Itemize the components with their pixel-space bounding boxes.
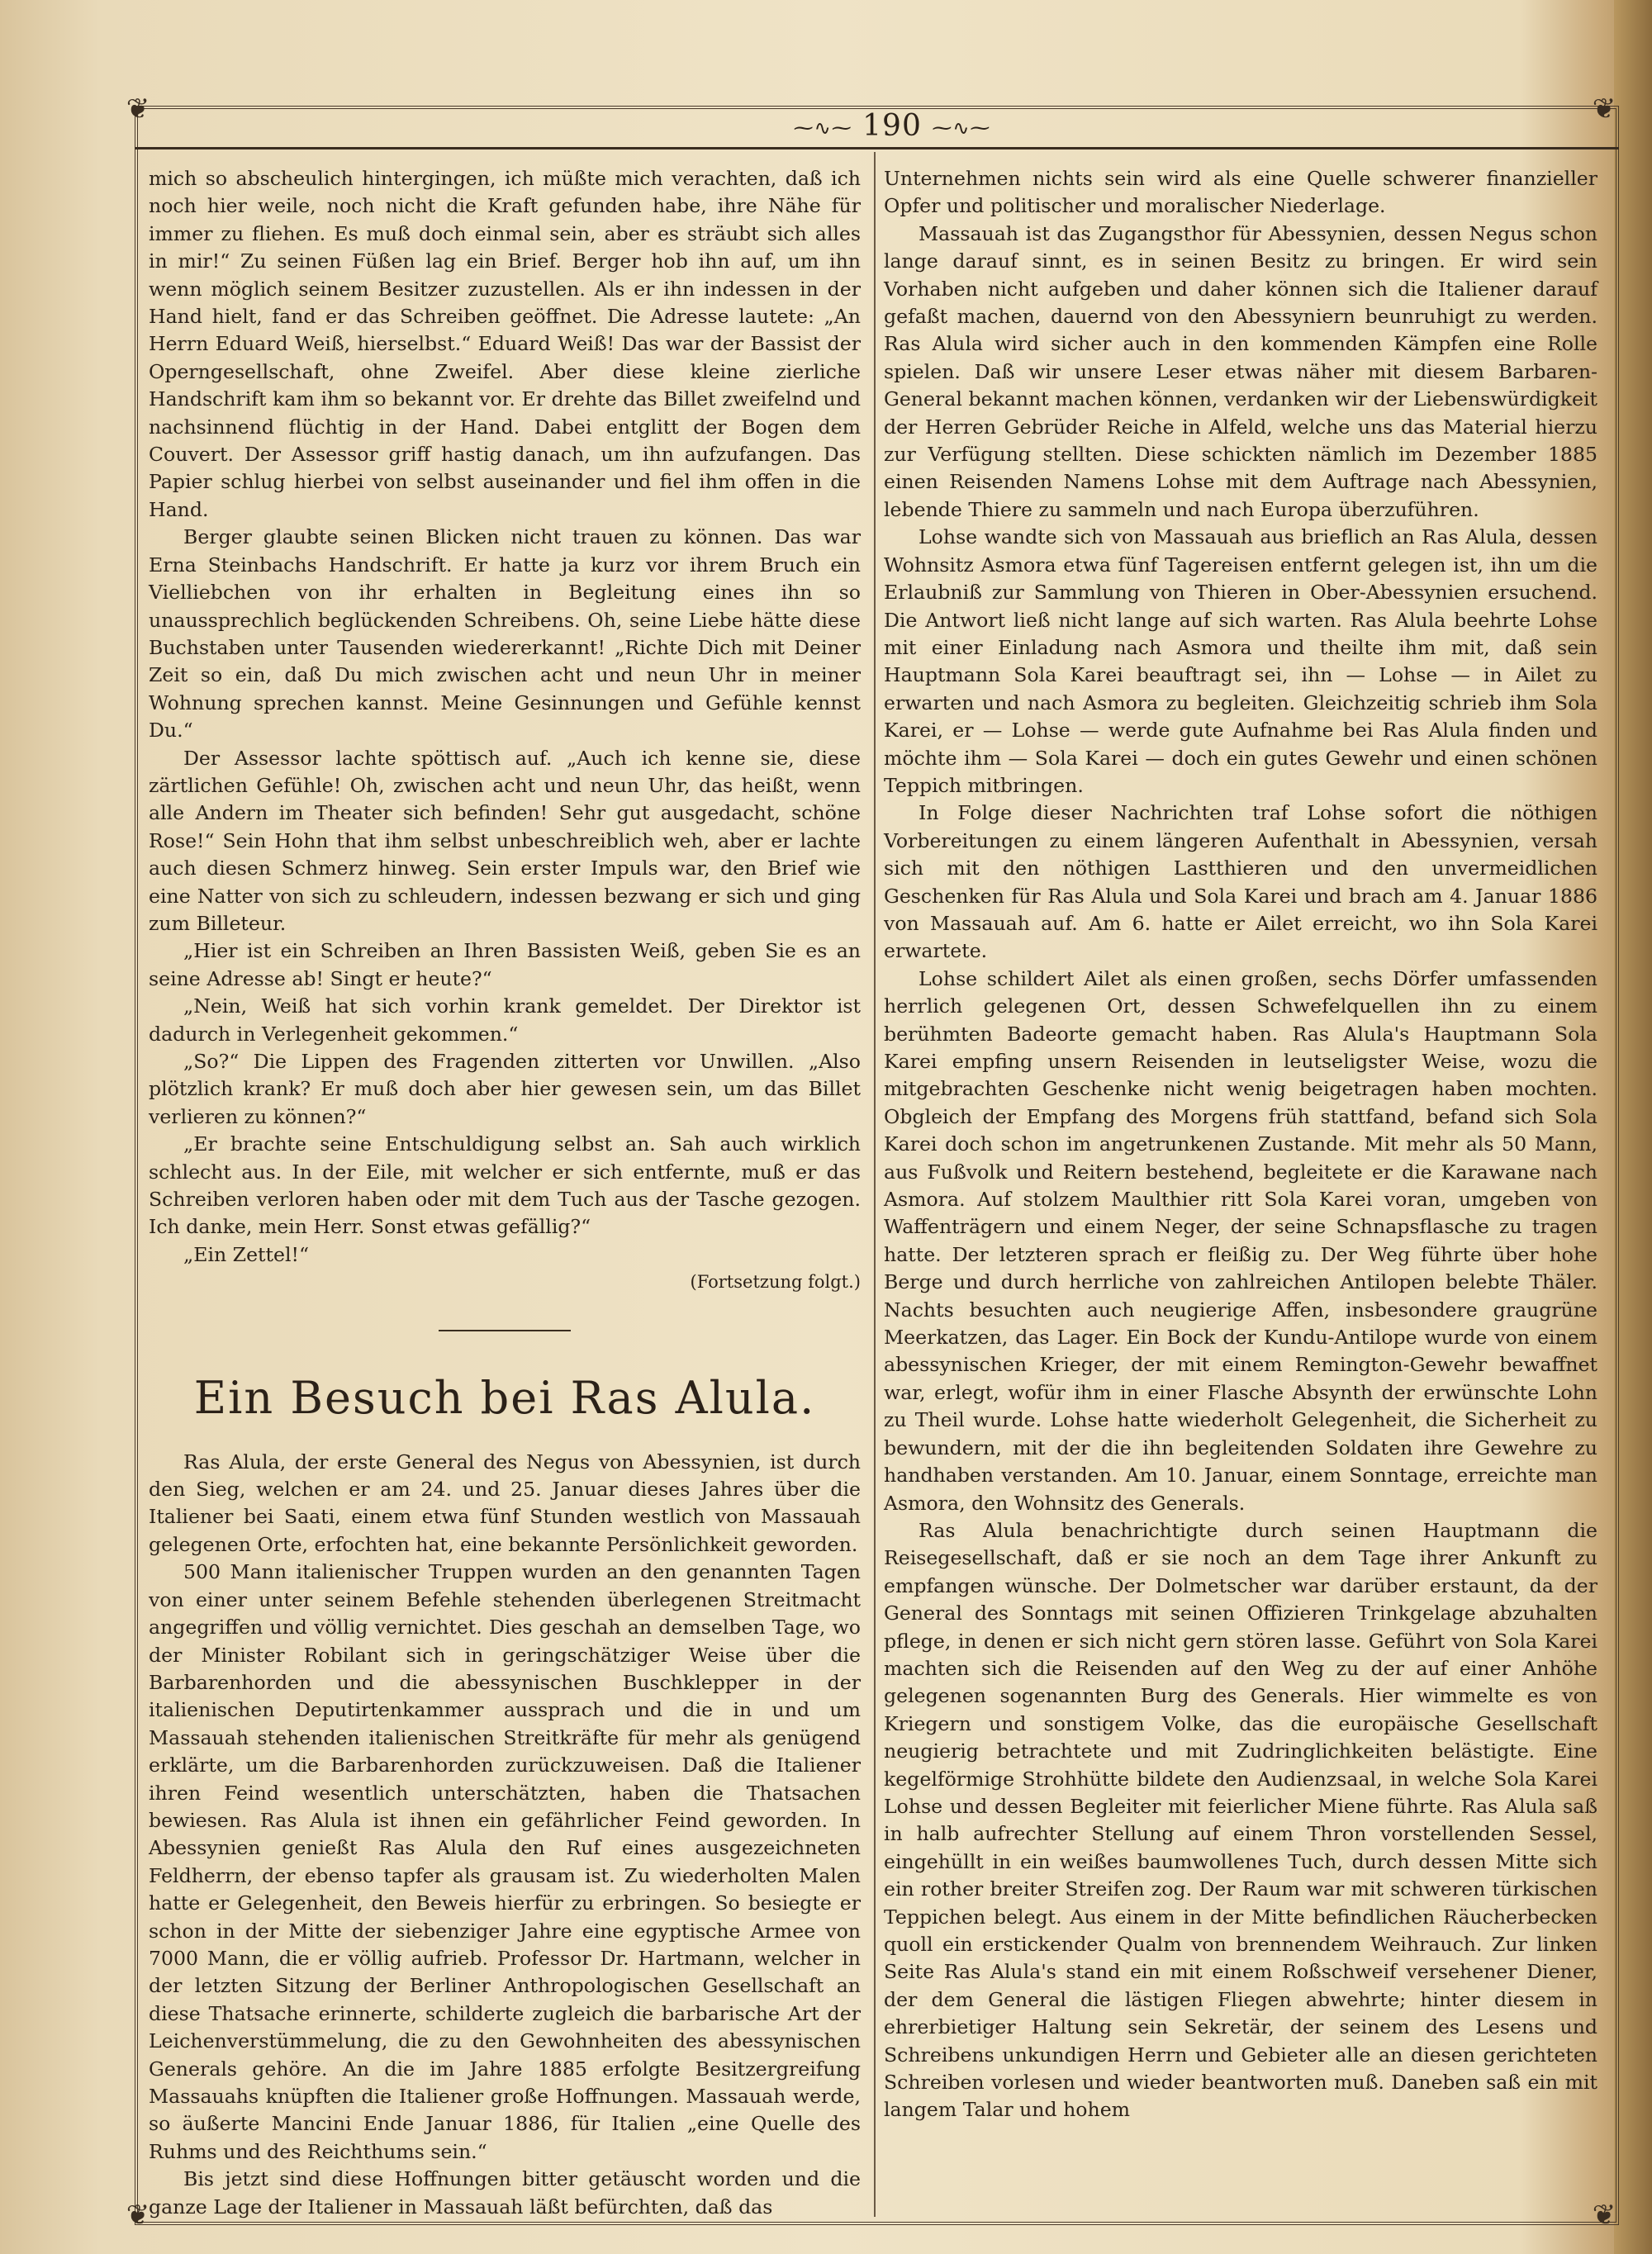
corner-ornament-icon: ❦ — [1592, 2199, 1616, 2232]
paragraph: „Er brachte seine Entschuldigung selbst an. Sah auch wirklich schlecht aus. In der Eile, mit welcher er sich entfernte, muß er das Schreiben verloren haben oder mit dem Tuch aus der Tasche gezogen. Ich danke, mein Herr. Sonst etwas gefällig?“ — [149, 1132, 861, 1239]
paragraph: Unternehmen nichts sein wird als eine Quelle schwerer finanzieller Opfer und politischer und moralischer Niederlage. — [884, 167, 1597, 218]
paragraph: Ras Alula benachrichtigte durch seinen Hauptmann die Reisegesellschaft, daß er sie noch an dem Tage ihrer Ankunft zu empfangen wünsche. Der Dolmetscher war darüber erstaunt, da der General des Sonntags mit seinen Offizieren Trinkgelage abzuhalten pflege, in denen er sich nicht gern stören lasse. Geführt von Sola Karei machten sich die Reisenden auf den Weg zu der auf einer Anhöhe gelegenen sogenannten Burg des Generals. Hier wimmelte es von Kriegern und sonstigem Volke, das die europäische Gesellschaft neugierig betrachtete und mit Zudringlichkeiten belästigte. Eine kegelförmige Strohhütte bildete den Audienzsaal, in welche Sola Karei Lohse und dessen Begleiter mit feierlicher Miene führte. Ras Alula saß in halb aufrechter Stellung auf einem Thron vorstellenden Sessel, eingehüllt in ein weißes baumwollenes Tuch, durch dessen Mitte sich ein rother breiter Streifen zog. Der Raum war mit schweren türkischen Teppichen belegt. Aus einem in der Mitte befindlichen Räucherbecken quoll ein erstickender Qualm von brennendem Weihrauch. Zur linken Seite Ras Alula's stand ein mit einem Roßschweif versehener Diener, der dem General die lästigen Fliegen abwehrte; hinter diesem in ehrerbietiger Haltung sein Sekretär, der seinem des Lesens und Schreibens unkundigen Herrn und Gebieter alle an diesen gerichteten Schreiben vorlesen und wieder beantworten muß. Daneben saß ein mit langem Talar und hohem — [884, 1518, 1597, 2122]
paragraph: Ras Alula, der erste General des Negus von Abessynien, ist durch den Sieg, welchen er am 24. und 25. Januar dieses Jahres über die Italiener bei Saati, einem etwa fünf Stunden westlich von Massauah gelegenen Orte, erfochten hat, eine bekannte Persönlichkeit geworden. — [149, 1450, 861, 1556]
corner-ornament-icon: ❦ — [126, 2199, 150, 2232]
continuation-note: (Fortsetzung folgt.) — [690, 1272, 861, 1293]
paragraph: Massauah ist das Zugangsthor für Abessynien, dessen Negus schon lange darauf sinnt, es in seinen Besitz zu bringen. Er wird sein Vorhaben nicht aufgeben und daher können sich die Italiener darauf gefaßt machen, dauernd von den Abessyniern beunruhigt zu werden. Ras Alula wird sicher auch in den kommenden Kämpfen eine Rolle spielen. Daß wir unsere Leser etwas näher mit diesem Barbaren-General bekannt machen können, verdanken wir der Liebenswürdigkeit der Herren Gebrüder Reiche in Alfeld, welche uns das Material hierzu zur Verfügung stellten. Diese schickten nämlich im Dezember 1885 einen Reisenden Namens Lohse mit dem Auftrage nach Abessynien, lebende Thiere zu sammeln und nach Europa überzuführen. — [884, 221, 1597, 521]
paragraph: Berger glaubte seinen Blicken nicht trauen zu können. Das war Erna Steinbachs Handschrift. Er hatte ja kurz vor ihrem Bruch ein Vielliebchen von ihr erhalten in Begleitung eines ihn so unaussprechlich beglückenden Schreibens. Oh, seine Liebe hätte diese Buchstaben unter Tausenden wiedererkannt! „Richte Dich mit Deiner Zeit so ein, daß Du mich zwischen acht und neun Uhr in meiner Wohnung sprechen kannst. Meine Gesinnungen und Gefühle kennst Du.“ — [149, 525, 861, 743]
paragraph: „So?“ Die Lippen des Fragenden zitterten vor Unwillen. „Also plötzlich krank? Er muß doch aber hier gewesen sein, um das Billet verlieren zu können?“ — [149, 1050, 861, 1128]
paragraph: Der Assessor lachte spöttisch auf. „Auch ich kenne sie, diese zärtlichen Gefühle! Oh, zwischen acht und neun Uhr, das heißt, wenn alle Andern im Theater sich befinden! Sehr gut ausgedacht, schöne Rose!“ Sein Hohn that ihm selbst unbeschreiblich weh, aber er lachte auch diesen Schmerz hinweg. Sein erster Impuls war, den Brief wie eine Natter von sich zu schleudern, indessen bezwang er sich und ging zum Billeteur. — [149, 746, 861, 935]
article-title: Ein Besuch bei Ras Alula. — [193, 1371, 816, 1424]
corner-ornament-icon: ❦ — [126, 93, 150, 126]
page-number-header — [727, 107, 1057, 145]
paragraph: Lohse schildert Ailet als einen großen, sechs Dörfer umfassenden herrlich gelegenen Ort, dessen Schwefelquellen ihn zu einem berühmten Badeorte gemacht haben. Ras Alula's Hauptmann Sola Karei empfing unsern Reisenden in leutseligster Weise, wozu die mitgebrachten Geschenke nicht wenig beigetragen haben mochten. Obgleich der Empfang des Morgens früh stattfand, befand sich Sola Karei doch schon im angetrunkenen Zustande. Mit mehr als 50 Mann, aus Fußvolk und Reitern bestehend, begleitete er die Karawane nach Asmora. Auf stolzem Maulthier ritt Sola Karei voran, umgeben von Waffenträgern und einem Neger, der seine Schnapsflasche zu tragen hatte. Der letzteren sprach er fleißig zu. Der Weg führte über hohe Berge und durch herrliche von zahlreichen Antilopen belebte Thäler. Nachts besuchten auch neugierige Affen, insbesondere graugrüne Meerkatzen, das Lager. Ein Bock der Kundu-Antilope wurde von einem abessynischen Krieger, der mit einem Remington-Gewehr bewaffnet war, erlegt, wofür ihm in einer Flasche Absynth der erwünschte Lohn zu Theil wurde. Lohse hatte wiederholt Gelegenheit, die Sicherheit zu bewundern, mit der die ihn begleitenden Soldaten ihre Gewehre zu handhaben verstanden. Am 10. Januar, einem Sonntage, erreichte man Asmora, den Wohnsitz des Generals. — [884, 966, 1597, 1515]
paragraph: In Folge dieser Nachrichten traf Lohse sofort die nöthigen Vorbereitungen zu einem längeren Aufenthalt in Abessynien, versah sich mit den nöthigen Lastthieren und den unvermeidlichen Geschenken für Ras Alula und Sola Karei und brach am 4. Januar 1886 von Massauah auf. Am 6. hatte er Ailet erreicht, wo ihn Sola Karei erwartete. — [884, 801, 1597, 963]
flourish-left-icon: ⁓∿⁓ — [793, 116, 852, 140]
page-number: 190 — [862, 109, 922, 143]
left-column — [149, 165, 861, 2221]
section-divider — [439, 1330, 571, 1331]
paragraph: „Hier ist ein Schreiben an Ihren Bassisten Weiß, geben Sie es an seine Adresse ab! Singt er heute?“ — [149, 939, 861, 990]
paragraph: 500 Mann italienischer Truppen wurden an den genannten Tagen von einer unter seinem Befehle stehenden überlegenen Streitmacht angegriffen und völlig vernichtet. Dies geschah an demselben Tage, wo der Minister Robilant sich in geringschätziger Weise über die Barbarenhorden und die abessynischen Buschklepper in der italienischen Deputirtenkammer aussprach und die in und um Massauah stehenden italienischen Streitkräfte für mehr als genügend erklärte, um die Barbarenhorden zurückzuweisen. Daß die Italiener ihren Feind wesentlich unterschätzten, haben die Thatsachen bewiesen. Ras Alula ist ihnen ein gefährlicher Feind geworden. In Abessynien genießt Ras Alula den Ruf eines ausgezeichneten Feldherrn, der ebenso tapfer als grausam ist. Zu wiederholten Malen hatte er Gelegenheit, den Beweis hierfür zu erbringen. So besiegte er schon in der Mitte der siebenziger Jahre eine egyptische Armee von 7000 Mann, die er völlig aufrieb. Professor Dr. Hartmann, welcher in der letzten Sitzung der Berliner Anthropologischen Gesellschaft an diese Thatsache erinnerte, schilderte zugleich die barbarische Art der Leichenverstümmelung, die zu den Gewohnheiten des abessynischen Generals gehöre. An die im Jahre 1885 erfolgte Besitzergreifung Massauahs knüpften die Italiener große Hoffnungen. Massauah werde, so äußerte Mancini Ende Januar 1886, für Italien „eine Quelle des Ruhms und des Reichthums sein.“ — [149, 1560, 861, 2163]
flourish-right-icon: ⁓∿⁓ — [932, 116, 991, 140]
right-column — [884, 165, 1597, 2124]
header-rule — [135, 147, 1619, 149]
column-divider — [874, 152, 876, 2217]
paragraph: mich so abscheulich hintergingen, ich müßte mich verachten, daß ich noch hier weile, noch nicht die Kraft gefunden habe, ihre Nähe für immer zu fliehen. Es muß doch einmal sein, aber es sträubt sich alles in mir!“ Zu seinen Füßen lag ein Brief. Berger hob ihn auf, um ihn wenn möglich seinem Besitzer zuzustellen. Als er ihn indessen in der Hand hielt, fand er das Schreiben geöffnet. Die Adresse lautete: „An Herrn Eduard Weiß, hierselbst.“ Eduard Weiß! Das war der Bassist der Operngesellschaft, ohne Zweifel. Aber diese kleine zierliche Handschrift kam ihm so bekannt vor. Er drehte das Billet zweifelnd und nachsinnend flüchtig in der Hand. Dabei entglitt der Bogen dem Couvert. Der Assessor griff hastig danach, um ihn aufzufangen. Das Papier schlug hierbei von selbst auseinander und fiel ihm offen in die Hand. — [149, 167, 861, 521]
paragraph: „Ein Zettel!“ — [183, 1242, 310, 1266]
paragraph: „Nein, Weiß hat sich vorhin krank gemeldet. Der Direktor ist dadurch in Verlegenheit gekommen.“ — [149, 994, 861, 1046]
corner-ornament-icon: ❦ — [1592, 93, 1616, 126]
paragraph: Lohse wandte sich von Massauah aus brieflich an Ras Alula, dessen Wohnsitz Asmora etwa fünf Tagereisen entfernt gelegen ist, ihn um die Erlaubniß zur Sammlung von Thieren in Ober-Abessynien ersuchend. Die Antwort ließ nicht lange auf sich warten. Ras Alula beehrte Lohse mit einer Einladung nach Asmora und theilte ihm mit, daß sein Hauptmann Sola Karei beauftragt sei, ihn — Lohse — in Ailet zu erwarten und nach Asmora zu begleiten. Gleichzeitig schrieb ihm Sola Karei, er — Lohse — werde gute Aufnahme bei Ras Alula finden und möchte ihm — Sola Karei — doch ein gutes Gewehr und einen schönen Teppich mitbringen. — [884, 525, 1597, 797]
book-binding-edge — [1614, 0, 1652, 2254]
paragraph: Bis jetzt sind diese Hoffnungen bitter getäuscht worden und die ganze Lage der Italiener in Massauah läßt befürchten, daß das — [149, 2167, 861, 2218]
